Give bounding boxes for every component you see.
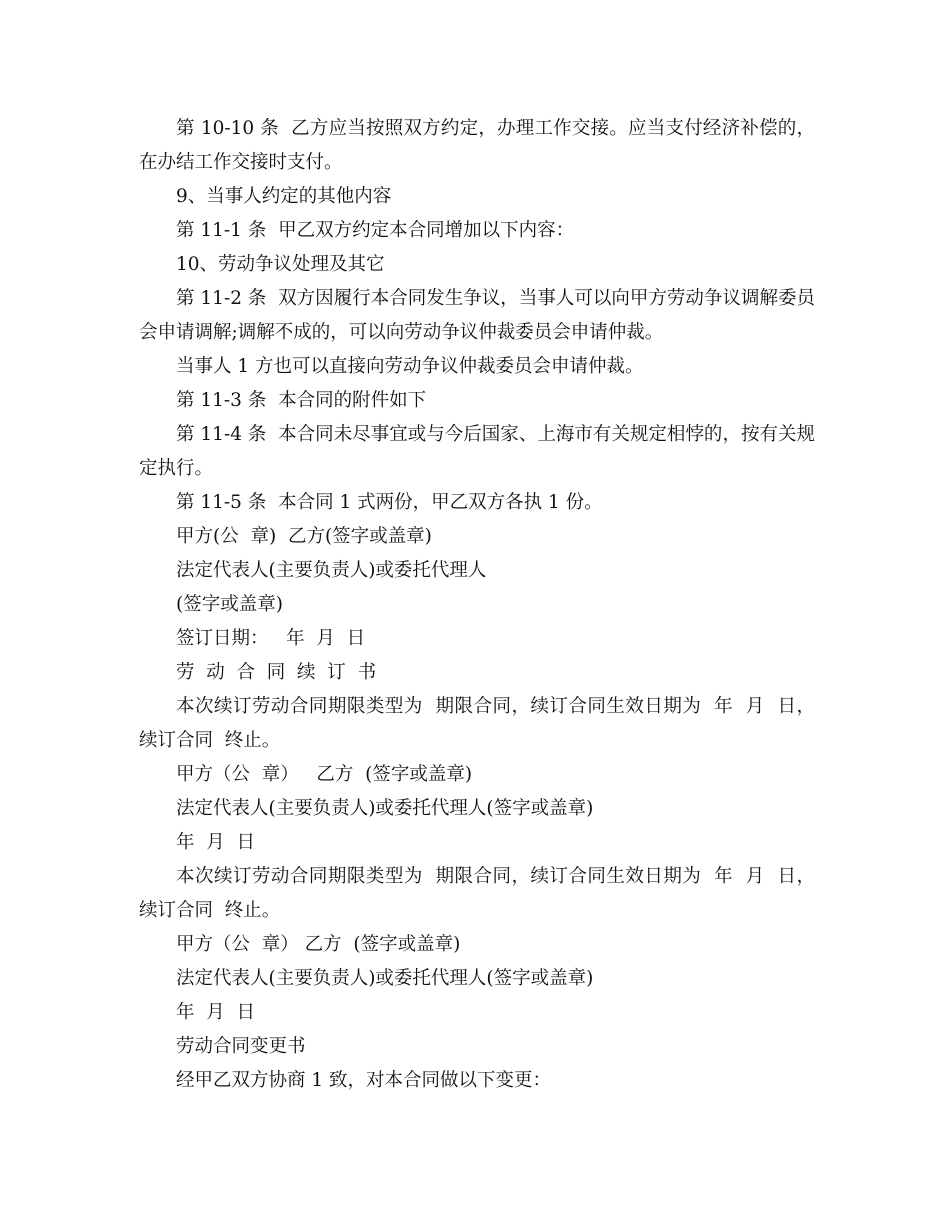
- arbitration-note: 当事人 1 方也可以直接向劳动争议仲裁委员会申请仲裁。: [176, 356, 644, 377]
- renewal-representative-line-1: 法定代表人(主要负责人)或委托代理人(签字或盖章): [176, 798, 594, 819]
- renewal-party-seal-line-1: 甲方（公 章） 乙方 (签字或盖章): [176, 764, 473, 785]
- legal-representative-line: 法定代表人(主要负责人)或委托代理人: [176, 560, 487, 581]
- renewal-clause-1: 本次续订劳动合同期限类型为 期限合同，续订合同生效日期为 年 月 日，续订合同 终止。: [139, 696, 815, 751]
- clause-11-5: 第 11-5 条 本合同 1 式两份，甲乙双方各执 1 份。: [176, 492, 603, 513]
- clause-11-1: 第 11-1 条 甲乙双方约定本合同增加以下内容：: [176, 220, 575, 241]
- clause-11-3: 第 11-3 条 本合同的附件如下: [176, 390, 427, 411]
- renewal-date-line-2: 年 月 日: [176, 1002, 256, 1023]
- renewal-representative-line-2: 法定代表人(主要负责人)或委托代理人(签字或盖章): [176, 968, 594, 989]
- renewal-party-seal-line-2: 甲方（公 章） 乙方 (签字或盖章): [176, 934, 461, 955]
- section-10-heading: 10、劳动争议处理及其它: [176, 254, 385, 275]
- amendment-title: 劳动合同变更书: [176, 1036, 306, 1057]
- party-seal-line: 甲方(公 章) 乙方(签字或盖章): [176, 526, 432, 547]
- amendment-intro: 经甲乙双方协商 1 致，对本合同做以下变更：: [176, 1070, 552, 1091]
- clause-11-2: 第 11-2 条 双方因履行本合同发生争议，当事人可以向甲方劳动争议调解委员会申请调解;调解不成的，可以向劳动争议仲裁委员会申请仲裁。: [139, 288, 815, 343]
- signing-date-line: 签订日期： 年 月 日: [176, 628, 366, 649]
- renewal-title: 劳 动 合 同 续 订 书: [176, 662, 377, 683]
- renewal-date-line-1: 年 月 日: [176, 832, 256, 853]
- clause-11-4: 第 11-4 条 本合同未尽事宜或与今后国家、上海市有关规定相悖的，按有关规定执行。: [139, 424, 815, 479]
- signature-line: (签字或盖章): [176, 594, 283, 615]
- clause-10-10: 第 10-10 条 乙方应当按照双方约定，办理工作交接。应当支付经济补偿的，在办结工作交接时支付。: [139, 118, 815, 173]
- section-9-heading: 9、当事人约定的其他内容: [176, 186, 392, 207]
- document-body: [139, 112, 815, 1098]
- renewal-clause-2: 本次续订劳动合同期限类型为 期限合同，续订合同生效日期为 年 月 日，续订合同 终止。: [139, 866, 815, 921]
